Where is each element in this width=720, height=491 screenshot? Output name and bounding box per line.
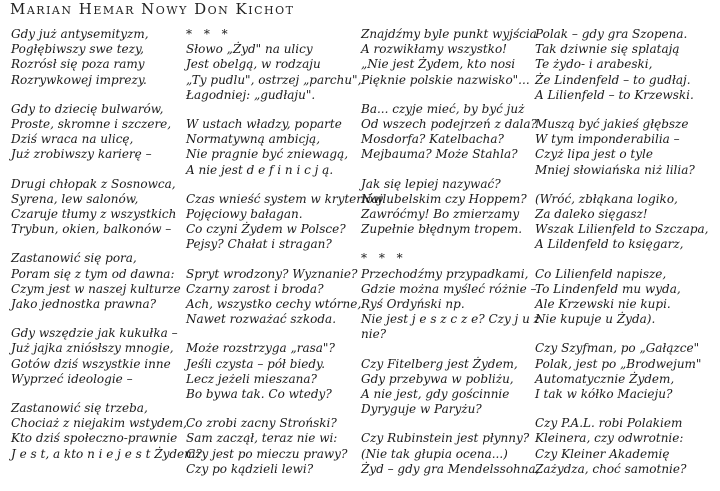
- poem-column-1: [11, 27, 202, 476]
- stanza: [361, 27, 537, 88]
- stanza: [361, 431, 540, 477]
- stanza: [186, 416, 356, 477]
- verse-line: Za daleko sięgasz!: [535, 207, 648, 222]
- verse-line: Pojęciowy bałagan.: [186, 207, 303, 222]
- verse-line: Lecz jeżeli mieszana?: [186, 371, 317, 386]
- stanza: [535, 117, 715, 178]
- stanza: [361, 101, 537, 163]
- verse-line: Czy Szyfman, po „Gałązce": [535, 341, 700, 356]
- verse-line: Nawet rozważać szkoda.: [186, 312, 337, 327]
- verse-line: Chociaż z niejakim wstydem,: [11, 416, 187, 431]
- verse-line: Czy Fitelberg jest Żydem,: [361, 356, 518, 371]
- verse-line: nie?: [361, 327, 387, 342]
- verse-line: Drugi chłopak z Sosnowca,: [11, 176, 176, 191]
- verse-line: Zawróćmy! Bo zmierzamy: [361, 207, 520, 222]
- verse-line: Gdy już antysemityzm,: [11, 27, 149, 41]
- verse-line: A Lilienfeld – to Krzewski.: [535, 87, 694, 102]
- verse-line: Nie pragnie być zniewagą,: [186, 147, 349, 162]
- stanza: [11, 102, 181, 163]
- verse-line: Zastanowić się pora,: [11, 251, 137, 266]
- verse-line: (Nie tak głupia ocena...): [361, 446, 508, 461]
- verse-line: Tak dziwnie się splatają: [535, 42, 680, 57]
- verse-line: Spryt wrodzony? Wyznanie?: [186, 266, 358, 281]
- verse-line: Pogłębiwszy swe tezy,: [11, 42, 144, 57]
- verse-line: A nie jest d e f i n i c j ą.: [186, 162, 334, 177]
- verse-line: Znajdźmy byle punkt wyjścia: [361, 27, 537, 41]
- verse-line: Kleinera, czy odwrotnie:: [535, 431, 684, 446]
- verse-line: I tak w kółko Macieju?: [535, 387, 673, 402]
- verse-line: Polak, jest po „Brodwejum": [535, 356, 702, 371]
- verse-line: Już jajka zniósłszy mnogie,: [11, 341, 174, 356]
- verse-line: Sam zaczął, teraz nie wi:: [186, 431, 338, 446]
- verse-line: Słowo „Żyd" na ulicy: [186, 42, 313, 57]
- stanza: [535, 267, 715, 328]
- verse-line: Normatywną ambicją,: [186, 132, 321, 147]
- poem-column-3: [361, 27, 540, 491]
- stanza: [11, 251, 181, 312]
- stanza: [186, 341, 356, 402]
- verse-line: Poram się z tym od dawna:: [11, 266, 175, 281]
- verse-line: Może rozstrzyga „rasa"?: [186, 341, 335, 356]
- verse-line: Te żydo- i arabeski,: [535, 57, 653, 72]
- verse-line: Od wszech podejrzeń z dala?: [361, 117, 537, 132]
- verse-line: Co czyni Żydem w Polsce?: [186, 222, 346, 237]
- verse-line: Muszą być jakieś głębsze: [535, 117, 689, 132]
- verse-line: Pięknie polskie nazwisko"...: [361, 72, 530, 87]
- verse-line: Czy jest po mieczu prawy?: [186, 446, 348, 461]
- verse-line: Rozrywkowej imprezy.: [11, 72, 147, 87]
- verse-line: Co zrobi zacny Stroński?: [186, 416, 337, 431]
- verse-line: Nie jest j e s z c z e? Czy j u ż: [361, 312, 540, 327]
- verse-line: Nie kupuje u Żyda).: [535, 312, 656, 327]
- verse-line: Jak się lepiej nazywać?: [361, 176, 501, 191]
- stanza: [186, 117, 356, 178]
- verse-line: Ale Krzewski nie kupi.: [535, 297, 671, 312]
- verse-line: Gdy to dziecię bulwarów,: [11, 101, 164, 116]
- verse-line: Mosdorfa? Katelbacha?: [361, 132, 504, 147]
- verse-line: Czy Kleiner Akademię: [535, 446, 670, 461]
- verse-line: Zażydza, choć samotnie?: [535, 461, 687, 476]
- verse-line: Ach, wszystko cechy wtórne,: [186, 297, 362, 312]
- stanza: [11, 326, 181, 387]
- stanza: [361, 177, 531, 238]
- stanza: [535, 192, 715, 253]
- verse-line: Łagodniej: „gudłaju".: [186, 87, 316, 102]
- verse-line: Że Lindenfeld – to gudłaj.: [535, 72, 691, 87]
- stanza: [186, 191, 384, 253]
- section-separator: * * *: [186, 27, 232, 41]
- verse-line: A Lildenfeld to księgarz,: [535, 237, 684, 252]
- stanza: [361, 357, 531, 418]
- stanza: [11, 27, 181, 88]
- verse-line: Dziś wraca na ulicę,: [11, 132, 134, 147]
- verse-line: Mejbauma? Może Stahla?: [361, 147, 518, 162]
- verse-line: Kto dziś społeczno-prawnie: [11, 431, 178, 446]
- stanza: [535, 416, 715, 477]
- verse-line: Dyryguje w Paryżu?: [361, 402, 482, 417]
- verse-line: „Nie jest Żydem, kto nosi: [361, 57, 516, 72]
- verse-line: Ryś Ordyński np.: [361, 297, 465, 312]
- stanza: [186, 266, 362, 328]
- stanza: [11, 401, 202, 462]
- poem-column-2: [186, 27, 384, 491]
- stanza: [535, 27, 715, 103]
- verse-line: W ustach władzy, poparte: [186, 117, 342, 132]
- verse-line: Czym jest w naszej kulturze: [11, 281, 181, 296]
- verse-line: Wyprzeć ideologie –: [11, 371, 133, 386]
- verse-line: „Ty pudlu", ostrzej „parchu",: [186, 72, 362, 87]
- stanza: [11, 177, 181, 238]
- verse-line: Rozrósł się poza ramy: [11, 57, 145, 72]
- poem-title: Marian Hemar Nowy Don Kichot: [10, 0, 295, 18]
- verse-line: Czaruje tłumy z wszystkich: [11, 207, 177, 222]
- verse-line: Czas wnieść system w kryteriów: [186, 191, 384, 206]
- verse-line: Ba... czyje mieć, by być już: [361, 101, 525, 116]
- stanza: [535, 341, 715, 402]
- stanza: [186, 27, 362, 103]
- verse-line: Jest obelgą, w rodzaju: [186, 57, 321, 72]
- verse-line: Czyż lipa jest o tyle: [535, 147, 653, 162]
- verse-line: Automatycznie Żydem,: [535, 371, 675, 386]
- verse-line: Przechodźmy przypadkami,: [361, 266, 529, 281]
- verse-line: Jeśli czysta – pół biedy.: [186, 356, 326, 371]
- section-separator: * * *: [361, 251, 407, 266]
- verse-line: To Lindenfeld mu wyda,: [535, 281, 681, 296]
- verse-line: Już zrobiwszy karierę –: [11, 147, 152, 162]
- verse-line: Czy P.A.L. robi Polakiem: [535, 416, 683, 431]
- verse-line: J e s t, a kto n i e j e s t Żydem?: [11, 446, 202, 461]
- verse-line: W tym imponderabilia –: [535, 132, 680, 147]
- verse-line: Najlubelskim czy Hoppem?: [361, 191, 527, 206]
- verse-line: A nie jest, gdy gościnnie: [361, 387, 510, 402]
- verse-line: Wszak Lilienfeld to Szczapa,: [535, 222, 709, 237]
- verse-line: Gdy wszędzie jak kukułka –: [11, 326, 178, 341]
- verse-line: Jako jednostka prawna?: [11, 297, 157, 312]
- verse-line: Trybun, okien, balkonów –: [11, 222, 172, 237]
- verse-line: (Wróć, zbłąkana logiko,: [535, 191, 678, 206]
- verse-line: Pejsy? Chałat i stragan?: [186, 237, 332, 252]
- verse-line: Czarny zarost i broda?: [186, 281, 324, 296]
- verse-line: Polak – gdy gra Szopena.: [535, 27, 688, 41]
- verse-line: Mniej słowiańska niż lilia?: [535, 162, 695, 177]
- verse-line: A rozwikłamy wszystko!: [361, 42, 507, 57]
- verse-line: Zastanowić się trzeba,: [11, 401, 148, 416]
- verse-line: Gdzie można myśleć różnie –: [361, 281, 537, 296]
- verse-line: Gotów dziś wszystkie inne: [11, 356, 171, 371]
- verse-line: Syrena, lew salonów,: [11, 191, 139, 206]
- verse-line: Proste, skromne i szczere,: [11, 117, 172, 132]
- verse-line: Czy Rubinstein jest płynny?: [361, 431, 530, 446]
- verse-line: Gdy przebywa w pobliżu,: [361, 371, 514, 386]
- verse-line: Żyd – gdy gra Mendelssohna,: [361, 461, 540, 476]
- verse-line: Zupełnie błędnym tropem.: [361, 222, 523, 237]
- verse-line: Bo bywa tak. Co wtedy?: [186, 387, 332, 402]
- verse-line: Co Lilienfeld napisze,: [535, 266, 667, 281]
- poem-column-4: [535, 27, 715, 491]
- verse-line: Czy po kądzieli lewi?: [186, 461, 314, 476]
- stanza: [361, 251, 540, 342]
